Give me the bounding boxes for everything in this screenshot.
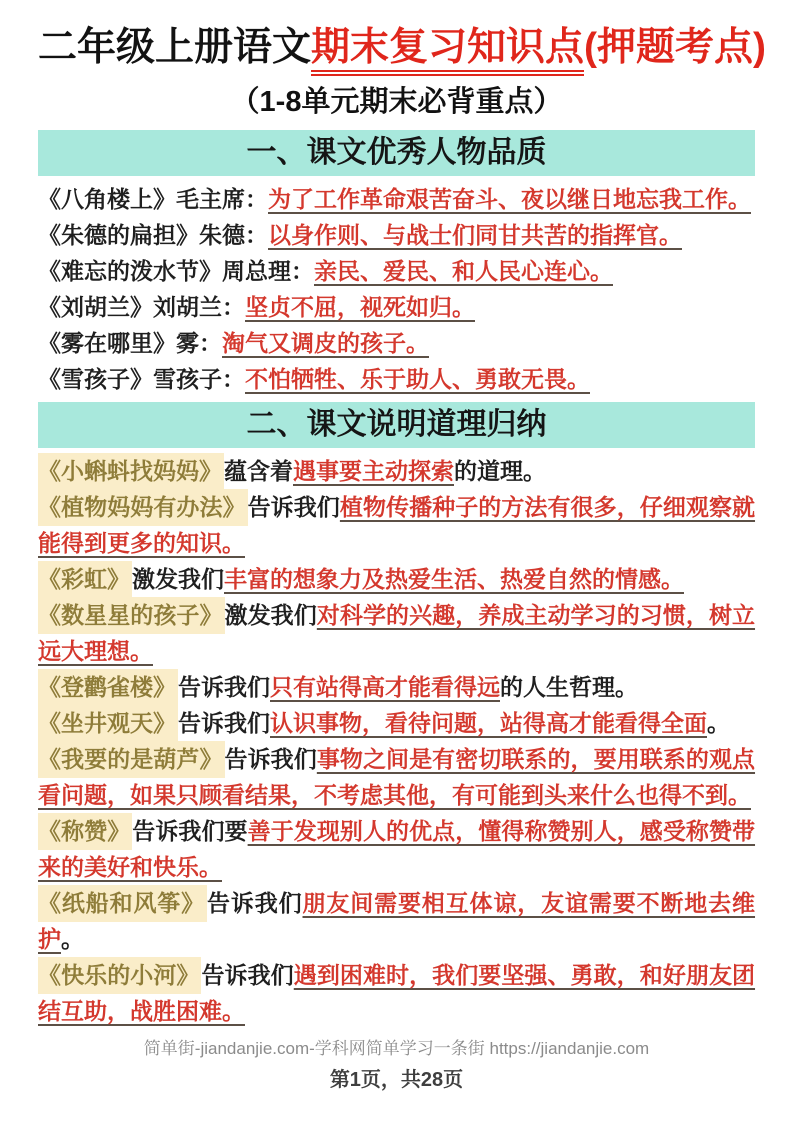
page-subtitle: （1-8单元期末必背重点） [230, 86, 563, 119]
item-answer-red: 认识事物，看待问题，站得高才能看得全面 [270, 710, 707, 737]
list-item [38, 705, 755, 741]
list-item [38, 325, 755, 361]
list-item [38, 669, 755, 705]
list-item [38, 453, 755, 489]
item-answer-red: 遇到困难时，我们要坚强、勇敢，和好朋友团结互助，战胜困难。 [38, 962, 756, 1025]
book-title-highlight: 《登鹳雀楼》 [38, 669, 178, 706]
item-answer-red: 遇事要主动探索 [293, 458, 454, 485]
item-answer-red: 以身作则、与战士们同甘共苦的指挥官。 [268, 222, 682, 249]
item-answer-red: 亲民、爱民、和人民心连心。 [314, 258, 613, 285]
item-answer-red: 坚贞不屈，视死如归。 [245, 294, 475, 321]
item-connector: 激发我们 [224, 602, 317, 629]
list-item [38, 253, 755, 289]
item-answer-red: 朋友间需要相互体谅，友谊需要不断地去维护 [38, 890, 756, 953]
item-connector: 告诉我们 [224, 746, 317, 773]
book-title-highlight: 《纸船和风筝》 [38, 885, 207, 922]
book-title-highlight: 《称赞》 [38, 813, 132, 850]
book-title-highlight: 《坐井观天》 [38, 705, 178, 742]
title-red-underlined-part: 期末复习知识点 [311, 26, 584, 76]
item-label: 《八角楼上》毛主席： [38, 186, 268, 213]
section-1-header: 一、课文优秀人物品质 [38, 130, 755, 176]
section-2-header: 二、课文说明道理归纳 [38, 402, 755, 448]
item-tail: 。 [61, 926, 84, 953]
item-answer-red: 为了工作革命艰苦奋斗、夜以继日地忘我工作。 [268, 186, 751, 213]
item-answer-red: 事物之间是有密切联系的，要用联系的观点看问题，如果只顾看结果，不考虑其他，有可能到头来什么也得不到。 [38, 746, 756, 809]
item-label: 《难忘的泼水节》周总理： [38, 258, 314, 285]
list-item [38, 741, 755, 813]
item-answer-red: 只有站得高才能看得远 [270, 674, 500, 701]
book-title-highlight: 《植物妈妈有办法》 [38, 489, 248, 526]
item-connector: 告诉我们 [178, 710, 270, 737]
item-label: 《雪孩子》雪孩子： [38, 366, 245, 393]
book-title-highlight: 《小蝌蚪找妈妈》 [38, 453, 224, 490]
item-connector: 告诉我们 [207, 890, 303, 917]
item-answer-red: 善于发现别人的优点，懂得称赞别人，感受称赞带来的美好和快乐。 [38, 818, 756, 881]
page-title [38, 22, 767, 73]
title-course-part: 二年级上册语文 [38, 26, 312, 69]
item-answer-red: 对科学的兴趣，养成主动学习的习惯，树立远大理想。 [38, 602, 756, 665]
list-item [38, 597, 755, 669]
footer-watermark: 简单街-jiandanjie.com-学科网简单学习一条街 https://jiandanjie.com [143, 1039, 650, 1059]
list-item [38, 181, 755, 217]
section-2-list [38, 453, 755, 1029]
item-connector: 告诉我们 [178, 674, 270, 701]
page-number: 第1页，共28页 [329, 1069, 464, 1092]
item-tail: 的道理。 [454, 458, 546, 485]
item-tail: 。 [707, 710, 730, 737]
section-1-list [38, 181, 755, 397]
book-title-highlight: 《彩虹》 [38, 561, 132, 598]
book-title-highlight: 《我要的是葫芦》 [38, 741, 225, 778]
item-answer-red: 不怕牺牲、乐于助人、勇敢无畏。 [245, 366, 590, 393]
item-tail: 的人生哲理。 [500, 674, 638, 701]
book-title-highlight: 《数星星的孩子》 [38, 597, 225, 634]
item-answer-red: 植物传播种子的方法有很多，仔细观察就能得到更多的知识。 [38, 494, 756, 557]
item-connector: 告诉我们 [201, 962, 294, 989]
item-answer-red: 淘气又调皮的孩子。 [222, 330, 429, 357]
item-connector: 告诉我们 [247, 494, 340, 521]
book-title-highlight: 《快乐的小河》 [38, 957, 201, 994]
item-connector: 蕴含着 [224, 458, 293, 485]
list-item [38, 957, 755, 1029]
list-item [38, 289, 755, 325]
item-connector: 告诉我们要 [132, 818, 248, 845]
item-label: 《刘胡兰》刘胡兰： [38, 294, 245, 321]
list-item [38, 813, 755, 885]
list-item [38, 885, 755, 957]
list-item [38, 489, 755, 561]
item-label: 《朱德的扁担》朱德： [38, 222, 268, 249]
list-item [38, 217, 755, 253]
title-red-plain-part: (押题考点) [584, 26, 767, 69]
list-item [38, 561, 755, 597]
item-label: 《雾在哪里》雾： [38, 330, 222, 357]
item-answer-red: 丰富的想象力及热爱生活、热爱自然的情感。 [224, 566, 684, 593]
item-connector: 激发我们 [132, 566, 224, 593]
list-item [38, 361, 755, 397]
